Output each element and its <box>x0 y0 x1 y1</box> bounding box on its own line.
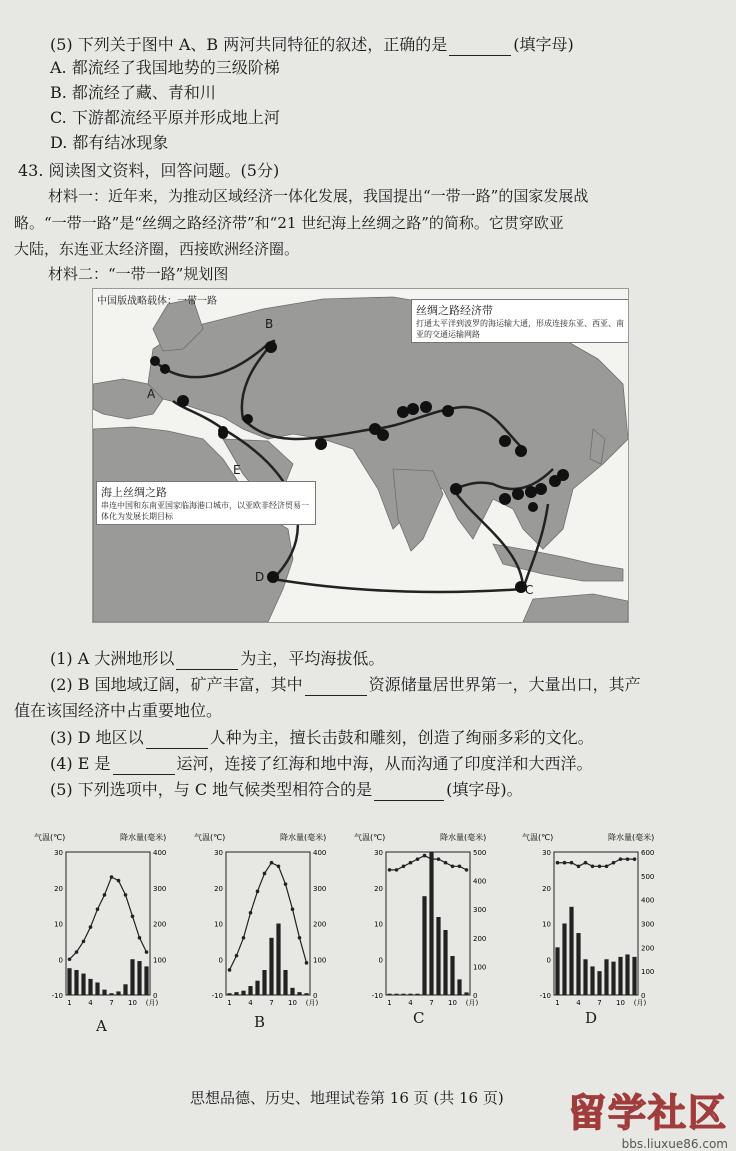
x-tick-label: 10 <box>448 999 457 1007</box>
map-label-b: B <box>265 317 274 331</box>
temperature-point <box>409 861 413 865</box>
temperature-line <box>558 859 635 866</box>
precip-tick-label: 400 <box>641 896 655 905</box>
temperature-point <box>570 861 574 865</box>
page-footer: 思想品德、历史、地理试卷第 16 页 (共 16 页) <box>190 1089 504 1107</box>
precip-tick-label: 400 <box>313 849 327 857</box>
temperature-point <box>416 857 420 861</box>
temperature-point <box>256 890 260 894</box>
precip-tick-label: 400 <box>473 877 487 886</box>
temperature-point <box>395 868 399 872</box>
q5-top-option-a: A. 都流经了我国地势的三级阶梯 <box>50 58 280 77</box>
climate-chart-a <box>32 830 182 1040</box>
precip-bar <box>269 938 273 995</box>
x-tick-label: 4 <box>408 999 413 1007</box>
climate-chart-svg <box>520 830 670 1010</box>
plot-frame <box>226 852 310 995</box>
precip-tick-label: 200 <box>313 920 327 929</box>
q43-header: 43. 阅读图文资料，回答问题。(5分) <box>18 161 280 180</box>
city-marker <box>557 469 569 481</box>
x-tick-label: (月) <box>633 999 647 1007</box>
material1-line2: 略。“一带一路”是“丝绸之路经济带”和“21 世纪海上丝绸之路”的简称。它贯穿欧亚 <box>14 214 564 232</box>
precip-tick-label: 200 <box>153 920 167 929</box>
temperature-point <box>577 865 581 869</box>
city-marker <box>535 483 547 495</box>
temperature-point <box>465 868 469 872</box>
map-label-a: A <box>147 387 156 401</box>
precip-tick-label: 300 <box>641 920 655 929</box>
temp-tick-label: 20 <box>374 884 383 893</box>
climate-chart-svg <box>352 830 502 1010</box>
temperature-point <box>284 882 288 886</box>
temp-tick-label: -10 <box>211 992 223 1000</box>
city-marker <box>528 502 538 512</box>
climate-caption-a: A <box>96 1017 107 1035</box>
precip-tick-label: 0 <box>641 992 646 1000</box>
city-marker <box>499 493 511 505</box>
temp-axis-title: 气温(℃) <box>354 833 386 842</box>
precip-tick-label: 500 <box>641 872 655 881</box>
temp-tick-label: 30 <box>54 849 63 857</box>
temp-tick-label: 10 <box>374 920 383 929</box>
temperature-point <box>89 925 93 929</box>
temperature-point <box>423 854 427 858</box>
temperature-point <box>437 857 441 861</box>
city-marker <box>150 356 160 366</box>
temperature-point <box>103 893 107 897</box>
x-tick-label: 7 <box>597 999 602 1007</box>
silk-road-callout-desc: 打通太平洋到波罗的海运输大通，形成连接东亚、西亚、南亚的交通运输网路 <box>416 319 624 339</box>
temperature-point <box>242 936 246 940</box>
city-marker <box>407 403 419 415</box>
precip-tick-label: 200 <box>641 944 655 953</box>
temperature-point <box>82 940 86 944</box>
temperature-point <box>451 865 455 869</box>
climate-chart-b <box>192 830 342 1040</box>
temperature-point <box>124 893 128 897</box>
city-marker <box>160 364 170 374</box>
silk-road-callout-title: 丝绸之路经济带 <box>416 304 493 317</box>
temperature-point <box>388 868 392 872</box>
temperature-point <box>402 865 406 869</box>
temperature-point <box>458 865 462 869</box>
question-3: (3) D 地区以 人种为主，擅长击鼓和雕刻，创造了绚丽多彩的文化。 <box>50 728 594 747</box>
silk-road-callout <box>411 299 629 343</box>
precip-bar <box>443 930 447 995</box>
watermark-text: 留学社区 <box>567 1091 728 1135</box>
temperature-point <box>430 857 434 861</box>
precip-bar <box>597 971 601 995</box>
precip-bar <box>401 994 405 995</box>
city-marker <box>267 571 279 583</box>
temp-tick-label: -10 <box>51 992 63 1000</box>
precip-bar <box>88 979 92 995</box>
temp-tick-label: 30 <box>214 849 223 857</box>
temperature-point <box>291 907 295 911</box>
precip-tick-label: 500 <box>473 849 487 857</box>
precip-bar <box>569 907 573 995</box>
city-marker <box>177 395 189 407</box>
x-tick-label: 7 <box>269 999 274 1007</box>
climate-chart-c <box>352 830 502 1040</box>
precip-bar <box>611 962 615 995</box>
precip-bar <box>290 988 294 995</box>
city-marker <box>450 483 462 495</box>
city-marker <box>515 445 527 457</box>
x-tick-label: 4 <box>248 999 253 1007</box>
x-tick-label: 7 <box>429 999 434 1007</box>
temperature-point <box>263 872 267 876</box>
precip-tick-label: 0 <box>313 992 318 1000</box>
q5-top-stem: (5) 下列关于图中 A、B 两河共同特征的叙述，正确的是 (填字母) <box>50 35 574 54</box>
precip-bar <box>255 981 259 995</box>
temp-axis-title: 气温(℃) <box>194 833 226 842</box>
belt-road-map <box>92 288 629 623</box>
temperature-point <box>633 857 637 861</box>
india <box>393 469 443 551</box>
maritime-callout-desc: 串连中国和东南亚国家临海港口城市，以亚欧非经济贸易一体化为发展长期目标 <box>101 501 309 521</box>
precip-tick-label: 200 <box>473 934 487 943</box>
map-label-e: E <box>233 463 241 477</box>
question-1: (1) A 大洲地形以 为主，平均海拔低。 <box>50 649 385 668</box>
precip-tick-label: 300 <box>313 884 327 893</box>
climate-chart-svg <box>192 830 342 1010</box>
temp-tick-label: 10 <box>214 920 223 929</box>
precip-bar <box>297 992 301 995</box>
precip-bar <box>137 961 141 995</box>
precip-tick-label: 300 <box>153 884 167 893</box>
precip-bar <box>283 970 287 995</box>
precip-bar <box>632 957 636 995</box>
precip-bar <box>67 968 71 995</box>
precip-bar <box>576 933 580 995</box>
maritime-callout <box>96 481 316 525</box>
temperature-point <box>110 875 114 879</box>
temperature-point <box>138 936 142 940</box>
x-tick-label: (月) <box>465 999 479 1007</box>
temperature-line <box>390 856 467 870</box>
temperature-line <box>230 863 307 970</box>
city-marker <box>243 414 253 424</box>
temp-tick-label: 0 <box>218 956 223 965</box>
precip-bar <box>248 986 252 995</box>
temperature-point <box>626 857 630 861</box>
precip-bar <box>457 979 461 995</box>
precip-axis-title: 降水量(毫米) <box>440 833 487 842</box>
question-5: (5) 下列选项中，与 C 地气候类型相符合的是 (填字母)。 <box>50 780 523 799</box>
precip-bar <box>436 917 440 995</box>
x-tick-label: (月) <box>305 999 319 1007</box>
temp-tick-label: 30 <box>374 849 383 857</box>
precip-bar <box>304 993 308 995</box>
precip-bar <box>555 947 559 995</box>
precip-bar <box>74 970 78 995</box>
temperature-point <box>305 961 309 965</box>
precip-bar <box>276 924 280 996</box>
precip-bar <box>234 992 238 995</box>
x-tick-label: 1 <box>67 999 72 1007</box>
climate-caption-b: B <box>254 1013 266 1031</box>
precip-tick-label: 100 <box>473 963 487 972</box>
temperature-point <box>584 861 588 865</box>
temperature-point <box>563 861 567 865</box>
material1-line3: 大陆，东连亚太经济圈，西接欧洲经济圈。 <box>14 240 300 258</box>
question-2: (2) B 国地域辽阔，矿产丰富，其中 资源储量居世界第一，大量出口，其产 <box>50 675 641 694</box>
climate-caption-c: C <box>413 1009 425 1027</box>
precip-bar <box>562 924 566 996</box>
temperature-point <box>444 861 448 865</box>
temp-tick-label: 0 <box>58 956 63 965</box>
x-tick-label: 1 <box>555 999 560 1007</box>
australia-edge <box>523 594 628 622</box>
x-tick-label: 1 <box>387 999 392 1007</box>
precip-bar <box>130 959 134 995</box>
temperature-line <box>70 877 147 959</box>
temperature-point <box>235 954 239 958</box>
temp-tick-label: 30 <box>542 849 551 857</box>
temp-axis-title: 气温(℃) <box>522 833 554 842</box>
temperature-point <box>598 865 602 869</box>
temperature-point <box>131 915 135 919</box>
city-marker <box>499 435 511 447</box>
temp-tick-label: 10 <box>542 920 551 929</box>
temperature-point <box>117 879 121 883</box>
temp-tick-label: 10 <box>54 920 63 929</box>
question-4: (4) E 是 运河，连接了红海和地中海，从而沟通了印度洋和大西洋。 <box>50 754 593 773</box>
temperature-point <box>556 861 560 865</box>
precip-tick-label: 600 <box>641 849 655 857</box>
temperature-point <box>298 936 302 940</box>
precip-tick-label: 0 <box>473 992 478 1000</box>
precip-bar <box>429 852 433 995</box>
climate-chart-svg <box>32 830 182 1010</box>
map-title: 中国版战略载体：一带一路 <box>97 296 217 307</box>
q5-top-option-d: D. 都有结冰现象 <box>50 133 169 152</box>
q5-top-option-c: C. 下游都流经平原并形成地上河 <box>50 108 280 127</box>
temp-tick-label: -10 <box>539 992 551 1000</box>
precip-axis-title: 降水量(毫米) <box>608 833 655 842</box>
temperature-point <box>228 968 232 972</box>
temp-tick-label: 20 <box>54 884 63 893</box>
precip-bar <box>123 984 127 995</box>
precip-bar <box>81 974 85 995</box>
temperature-point <box>605 865 609 869</box>
precip-axis-title: 降水量(毫米) <box>120 833 167 842</box>
x-tick-label: 4 <box>88 999 93 1007</box>
precip-bar <box>95 982 99 995</box>
indonesia-islands <box>493 544 623 581</box>
precip-bar <box>625 954 629 995</box>
precip-tick-label: 100 <box>153 956 167 965</box>
precip-bar <box>227 993 231 995</box>
precip-bar <box>262 970 266 995</box>
city-marker <box>218 429 228 439</box>
temperature-point <box>270 861 274 865</box>
x-tick-label: (月) <box>145 999 159 1007</box>
precip-bar <box>422 896 426 995</box>
precip-tick-label: 100 <box>313 956 327 965</box>
temperature-point <box>612 861 616 865</box>
temp-tick-label: 0 <box>546 956 551 965</box>
temperature-point <box>277 865 281 869</box>
precip-tick-label: 0 <box>153 992 158 1000</box>
climate-caption-d: D <box>585 1009 598 1027</box>
city-marker <box>512 488 524 500</box>
city-marker <box>420 401 432 413</box>
temperature-point <box>249 911 253 915</box>
temperature-point <box>96 907 100 911</box>
precip-bar <box>241 991 245 995</box>
city-marker <box>315 438 327 450</box>
watermark-url: bbs.liuxue86.com <box>621 1137 728 1151</box>
precip-tick-label: 300 <box>473 906 487 915</box>
x-tick-label: 7 <box>109 999 114 1007</box>
temp-tick-label: 0 <box>378 956 383 965</box>
precip-bar <box>590 966 594 995</box>
temperature-point <box>68 957 72 961</box>
temp-tick-label: 20 <box>542 884 551 893</box>
precip-bar <box>109 993 113 995</box>
precip-bar <box>408 994 412 995</box>
watermark <box>568 1082 728 1151</box>
x-tick-label: 10 <box>616 999 625 1007</box>
precip-bar <box>144 966 148 995</box>
plot-frame <box>386 852 470 995</box>
precip-axis-title: 降水量(毫米) <box>280 833 327 842</box>
temperature-point <box>145 950 149 954</box>
question-2-cont: 值在该国经济中占重要地位。 <box>14 701 223 720</box>
temp-tick-label: 20 <box>214 884 223 893</box>
temp-tick-label: -10 <box>371 992 383 1000</box>
temperature-point <box>591 865 595 869</box>
precip-bar <box>450 956 454 995</box>
city-marker <box>377 429 389 441</box>
precip-bar <box>394 994 398 995</box>
temp-axis-title: 气温(℃) <box>34 833 66 842</box>
material2-title: 材料二：“一带一路”规划图 <box>48 265 229 283</box>
temperature-point <box>619 857 623 861</box>
map-label-d: D <box>255 570 265 584</box>
precip-tick-label: 100 <box>641 968 655 977</box>
precip-bar <box>415 994 419 995</box>
temperature-point <box>75 950 79 954</box>
x-tick-label: 1 <box>227 999 232 1007</box>
precip-bar <box>464 992 468 995</box>
precip-bar <box>618 957 622 995</box>
material1-line1: 材料一：近年来，为推动区域经济一体化发展，我国提出“一带一路”的国家发展战 <box>48 187 589 205</box>
map-label-c: C <box>525 583 534 597</box>
precip-bar <box>387 994 391 995</box>
precip-bar <box>604 959 608 995</box>
maritime-callout-title: 海上丝绸之路 <box>101 486 167 499</box>
precip-bar <box>583 959 587 995</box>
q5-top-option-b: B. 都流经了藏、青和川 <box>50 83 216 102</box>
city-marker <box>442 405 454 417</box>
precip-bar <box>102 990 106 995</box>
city-marker <box>265 341 277 353</box>
x-tick-label: 4 <box>576 999 581 1007</box>
x-tick-label: 10 <box>128 999 137 1007</box>
precip-tick-label: 400 <box>153 849 167 857</box>
x-tick-label: 10 <box>288 999 297 1007</box>
precip-bar <box>116 991 120 995</box>
